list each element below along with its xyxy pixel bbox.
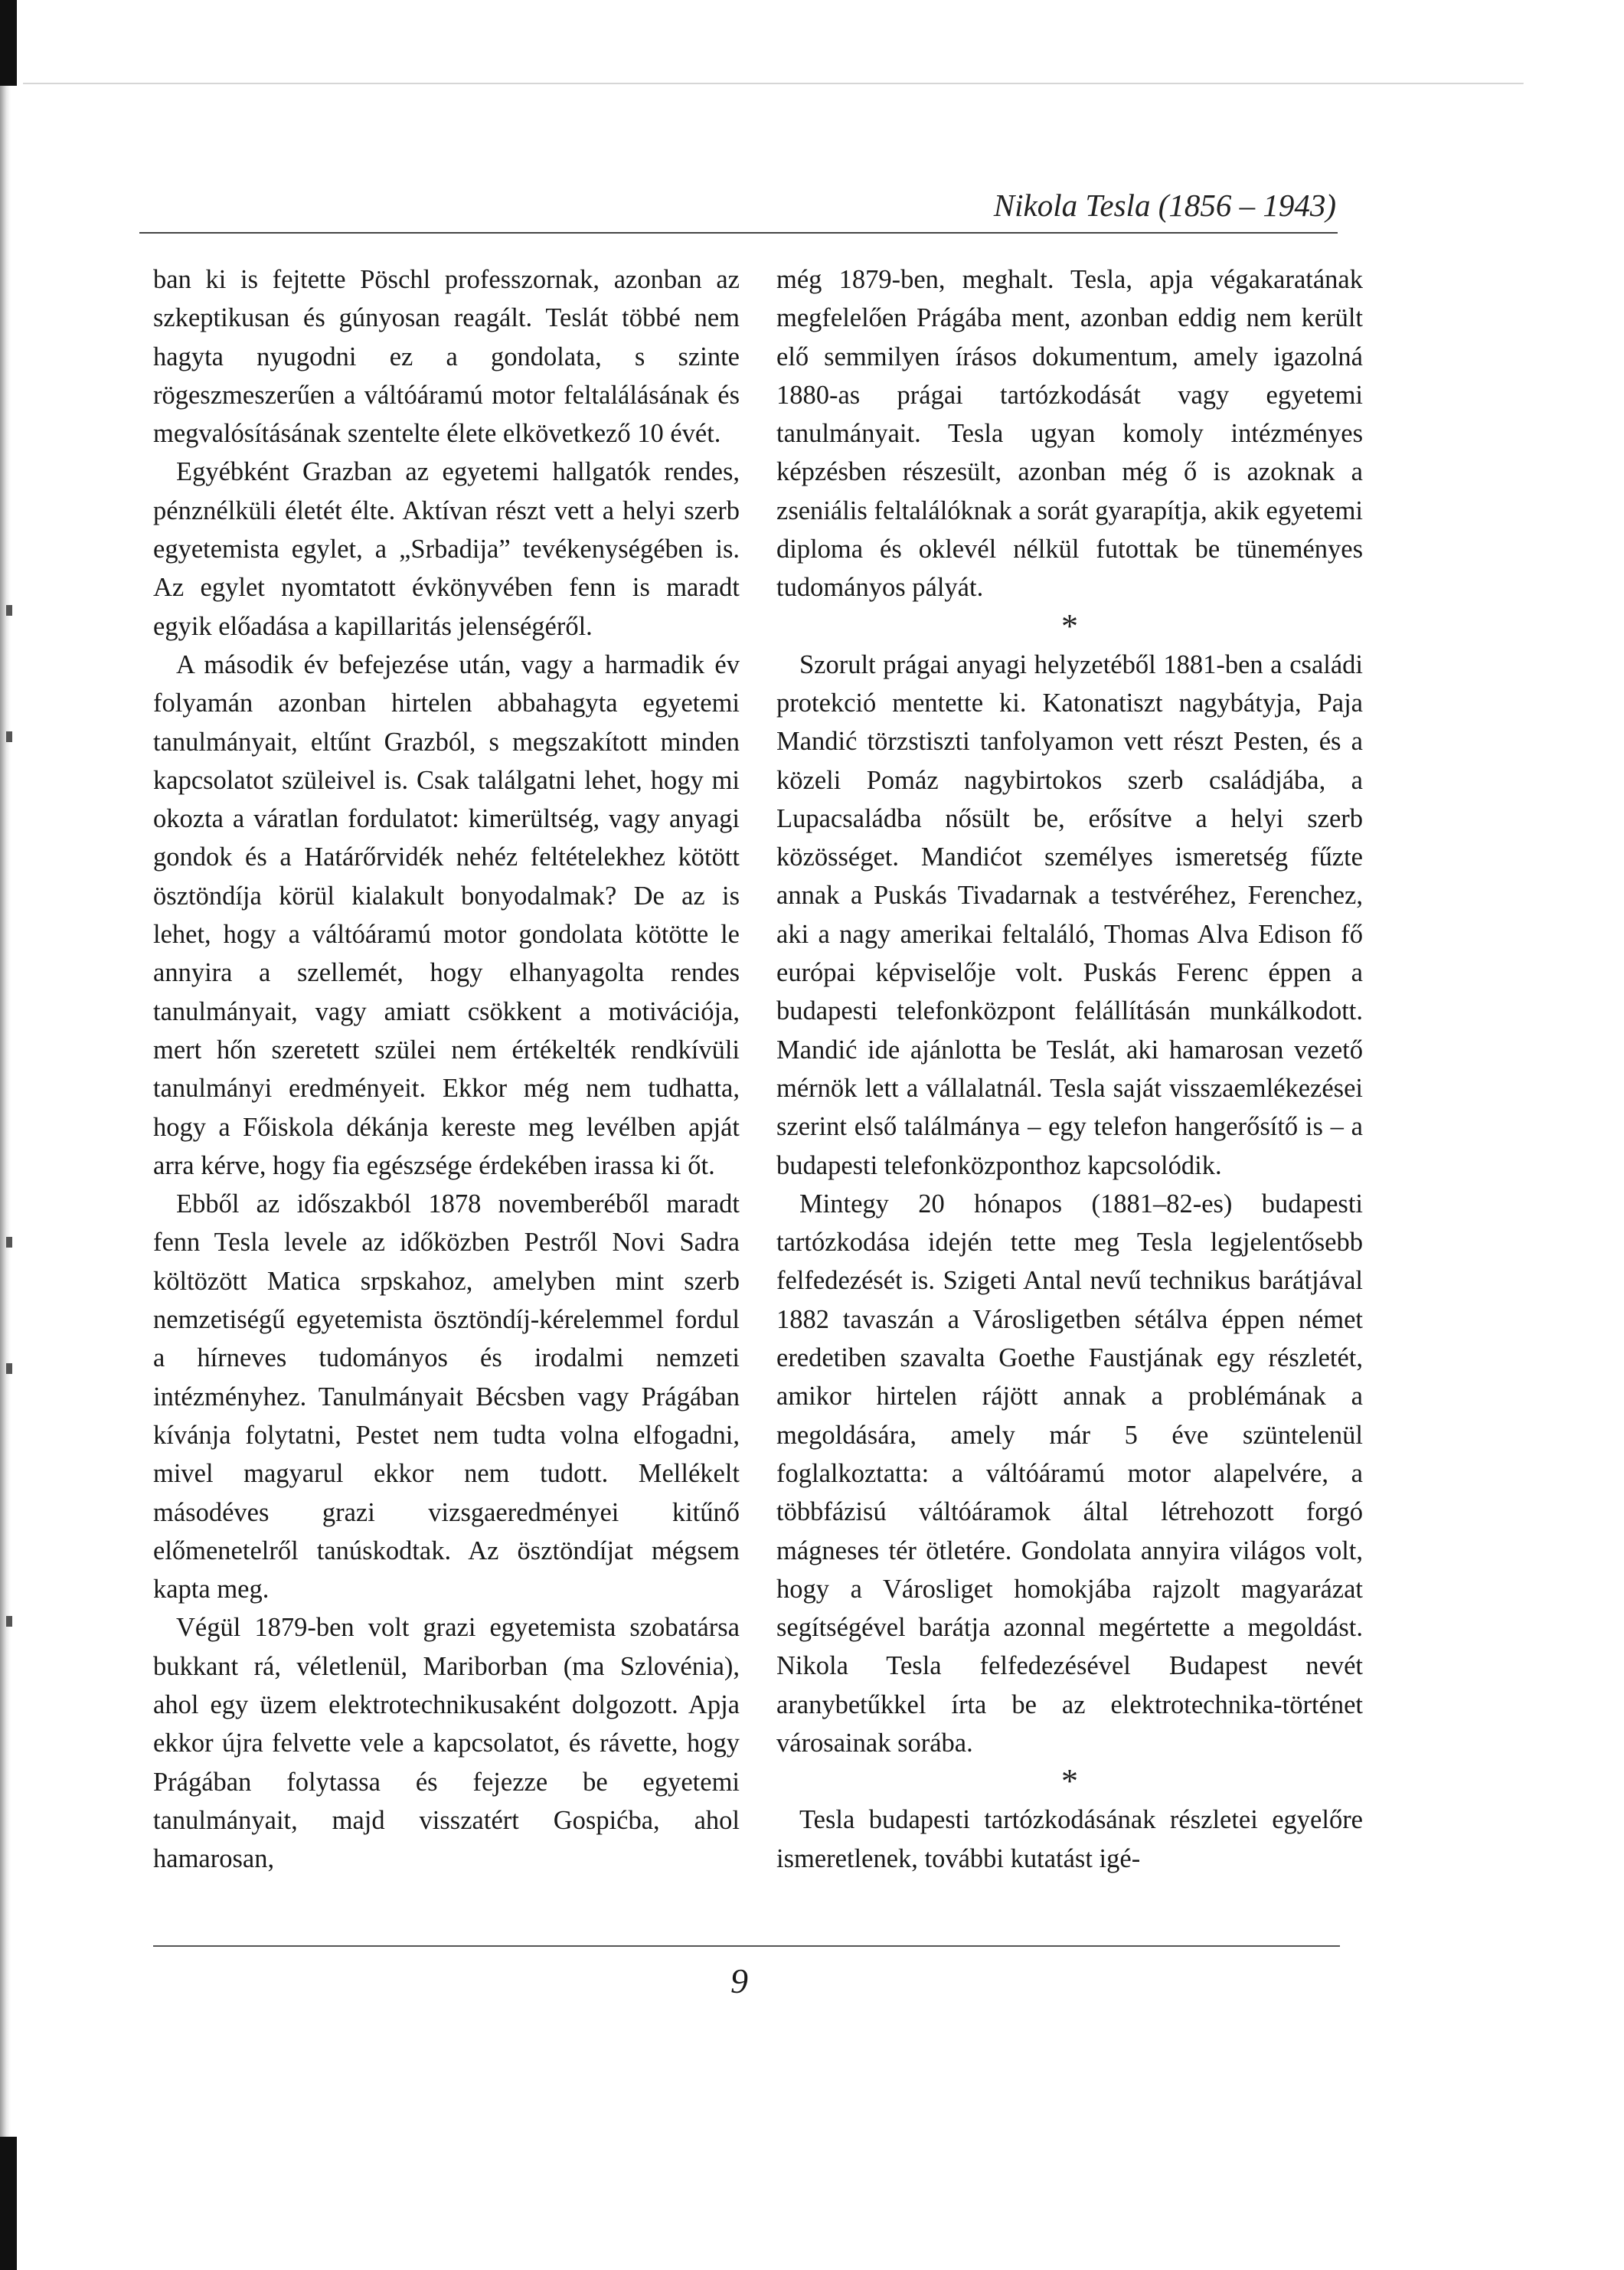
right-column (776, 260, 1363, 1878)
binding-mark (6, 731, 12, 742)
paragraph: Szorult prágai anyagi helyzetéből 1881-ben a családi protekció mentette ki. Katonatiszt nagybátyja, Paja Mandić törzstiszti tanfolyamon vett részt Pesten, és a közeli Pomáz nagybirtokos szerb családjába, a Lupacsaládba nősült be, erősítve a helyi szerb közösséget. Mandićot személyes ismeretség fűzte annak a Puskás Tivadarnak a testvéréhez, Ferenchez, aki a nagy amerikai feltaláló, Thomas Alva Edison fő európai képviselője volt. Puskás Ferenc éppen a budapesti telefonközpont felállításán munkálkodott. Mandić ide ajánlotta be Teslát, aki hamarosan vezető mérnök lett a vállalatnál. Tesla saját visszaemlékezései szerint első találmánya – egy telefon hangerősítő is – a budapesti telefonközponthoz kapcsolódik. (776, 649, 1363, 1180)
footer-rule (153, 1945, 1340, 1947)
running-title: Nikola Tesla (1856 – 1943) (993, 188, 1336, 223)
header-rule (139, 232, 1338, 234)
paragraph: még 1879-ben, meghalt. Tesla, apja végakaratának megfelelően Prágába ment, azonban eddig nem került elő semmilyen írásos dokumentum, amely igazolná 1880-as prágai tartózkodását vagy egyetemi tanulmányait. Tesla ugyan komoly intézményes képzésben részesült, azonban még ő is azoknak a zseniális feltalálóknak a sorát gyarapítja, akik egyetemi diploma és oklevél nélkül futottak be tüneményes tudományos pályát. (776, 265, 1363, 603)
binding-mark (6, 1616, 12, 1627)
page-number: 9 (730, 1961, 748, 2000)
left-column (153, 260, 740, 1878)
paragraph: Tesla budapesti tartózkodásának részletei egyelőre ismeretlenek, további kutatást igé- (776, 1805, 1363, 1873)
scan-page-edge (23, 83, 1524, 87)
paragraph: Mintegy 20 hónapos (1881–82-es) budapesti tartózkodása idején tette meg Tesla legjelentősebb felfedezését is. Szigeti Antal nevű technikus barátjával 1882 tavaszán a Városligetben sétálva éppen német eredetiben szavalta Goethe Faustjának egy részletét, amikor hirtelen rájött annak a problémának a megoldására, amely már 5 éve szüntelenül foglalkoztatta: a váltóáramú motor alapelvére, a többfázisú váltóáramok által létrehozott forgó mágneses tér ötletére. Gondolata annyira világos volt, hogy a Városliget homokjába rajzolt magyarázat segítségével barátja azonnal megértette a megoldást. Nikola Tesla felfedezésével Budapest nevét aranybetűkkel írta be az elektrotechnika-történet városainak sorába. (776, 1189, 1363, 1758)
section-break-asterisk: * (1061, 607, 1078, 645)
paragraph: Egyébként Grazban az egyetemi hallgatók rendes, pénznélküli életét élte. Aktívan részt vett a helyi szerb egyetemista egylet, a „Srbadija” tevékenységében is. Az egylet nyomtatott évkönyvében fenn is maradt egyik előadása a kapillaritás jelenségéről. (153, 457, 740, 641)
scan-edge (0, 0, 11, 2270)
scan-mark-bottom (0, 2137, 17, 2270)
paragraph: A második év befejezése után, vagy a harmadik év folyamán azonban hirtelen abbahagyta egyetemi tanulmányait, eltűnt Grazból, s megszakított minden kapcsolatot szüleivel is. Csak találgatni lehet, hogy mi okozta a váratlan fordulatot: kimerültség, vagy anyagi gondok és a Határőrvidék nehéz feltételekhez kötött ösztöndíja körül kialakult bonyodalmak? De az is lehet, hogy a váltóáramú motor gondolata kötötte le annyira a szellemét, hogy elhanyagolta rendes tanulmányait, vagy amiatt csökkent a motivációja, mert hőn szeretett szülei nem értékelték rendkívüli tanulmányi eredményeit. Ekkor még nem tudhatta, hogy a Főiskola dékánja kereste meg levélben apját arra kérve, hogy fia egészsége érdekében irassa ki őt. (153, 649, 740, 1180)
section-break-asterisk: * (1061, 1762, 1078, 1801)
paragraph: Ebből az időszakból 1878 novemberéből maradt fenn Tesla levele az időközben Pestről Novi Sadra költözött Matica srpskahoz, amelyben mint szerb nemzetiségű egyetemista ösztöndíj-kérelemmel fordul a hírneves tudományos és irodalmi nemzeti intézményhez. Tanulmányait Bécsben vagy Prágában kívánja folytatni, Pestet nem tudta volna elfogadni, mivel magyarul ekkor nem tudott. Mellékelt másodéves grazi vizsgaeredményei kitűnő előmenetelről tanúskodtak. Az ösztöndíjat mégsem kapta meg. (153, 1189, 740, 1604)
binding-mark (6, 1237, 12, 1248)
scan-mark-top (0, 0, 17, 86)
paragraph: Végül 1879-ben volt grazi egyetemista szobatársa bukkant rá, véletlenül, Mariborban (ma Szlovénia), ahol egy üzem elektrotechnikusaként dolgozott. Apja ekkor újra felvette vele a kapcsolatot, és rávette, hogy Prágában folytassa és fejezze be egyetemi tanulmányait, majd visszatért Gospićba, ahol hamarosan, (153, 1613, 740, 1874)
binding-mark (6, 1363, 12, 1374)
binding-mark (6, 605, 12, 616)
paragraph: ban ki is fejtette Pöschl professzornak, azonban az szkeptikusan és gúnyosan reagált. Teslát többé nem hagyta nyugodni ez a gondolata, s szinte rögeszmeszerűen a váltóáramú motor feltalálásának és megvalósításának szentelte élete elkövetkező 10 évét. (153, 265, 740, 449)
